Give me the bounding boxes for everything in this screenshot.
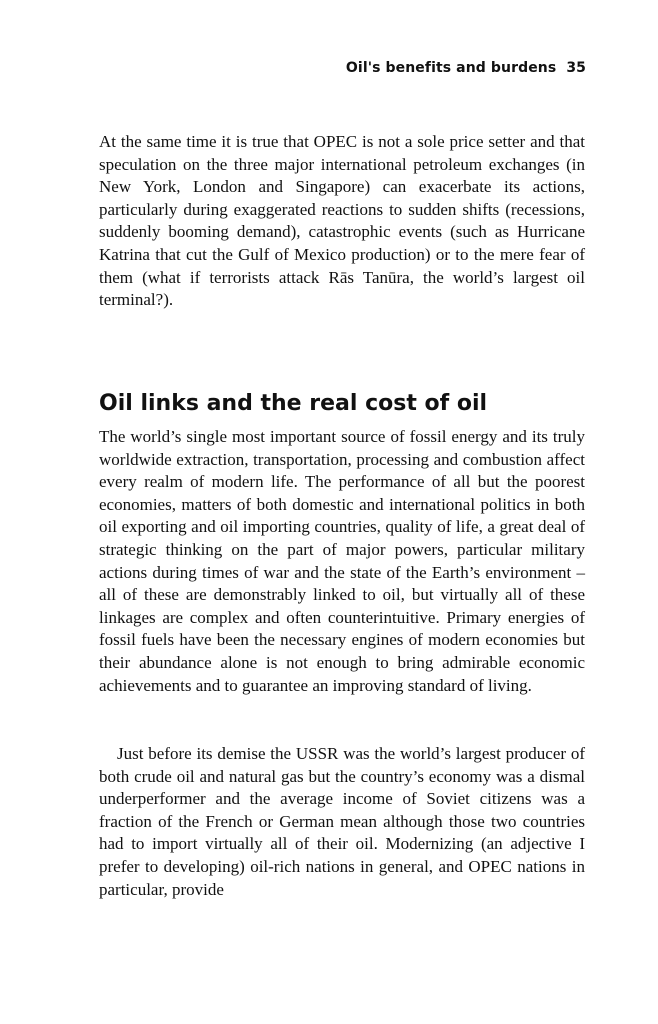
running-head-title: Oil's benefits and burdens bbox=[345, 60, 557, 76]
running-head bbox=[346, 60, 586, 76]
section-heading: Oil links and the real cost of oil bbox=[99, 391, 488, 416]
section-paragraph-1: The world’s single most important source of fossil energy and its truly worldwide extraction, transportation, processing and combustion affect every realm of modern life. The performance of all but the poorest economies, matters of both domestic and international politics in both oil exporting and oil importing countries, quality of life, a great deal of strategic thinking on the part of major powers, particular military actions during times of war and the state of the Earth’s environment – all of these are demonstrably linked to oil, but virtually all of these linkages are complex and often counterintuitive. Primary energies of fossil fuels have been the necessary engines of modern economies but their abundance alone is not enough to bring admirable economic achievements and to guarantee an improving standard of living. bbox=[99, 427, 585, 695]
intro-paragraph: At the same time it is true that OPEC is not a sole price setter and that speculation on the three major international petroleum exchanges (in New York, London and Singapore) can exacerbate its actions, particularly during exaggerated reactions to sudden shifts (recessions, suddenly booming demand), catastrophic events (such as Hurricane Katrina that cut the Gulf of Mexico production) or to the mere fear of them (what if terrorists attack Rās Tanūra, the world’s largest oil terminal?). bbox=[99, 132, 585, 310]
section-paragraph-2: Just before its demise the USSR was the world’s largest producer of both crude oil and natural gas but the country’s economy was a dismal underperformer and the average income of Soviet citizens was a fraction of the French or German mean although those two countries had to import virtually all of their oil. Modernizing (an adjective I prefer to developing) oil-rich nations in general, and OPEC nations in particular, provide bbox=[99, 744, 585, 899]
page-number: 35 bbox=[566, 60, 586, 76]
